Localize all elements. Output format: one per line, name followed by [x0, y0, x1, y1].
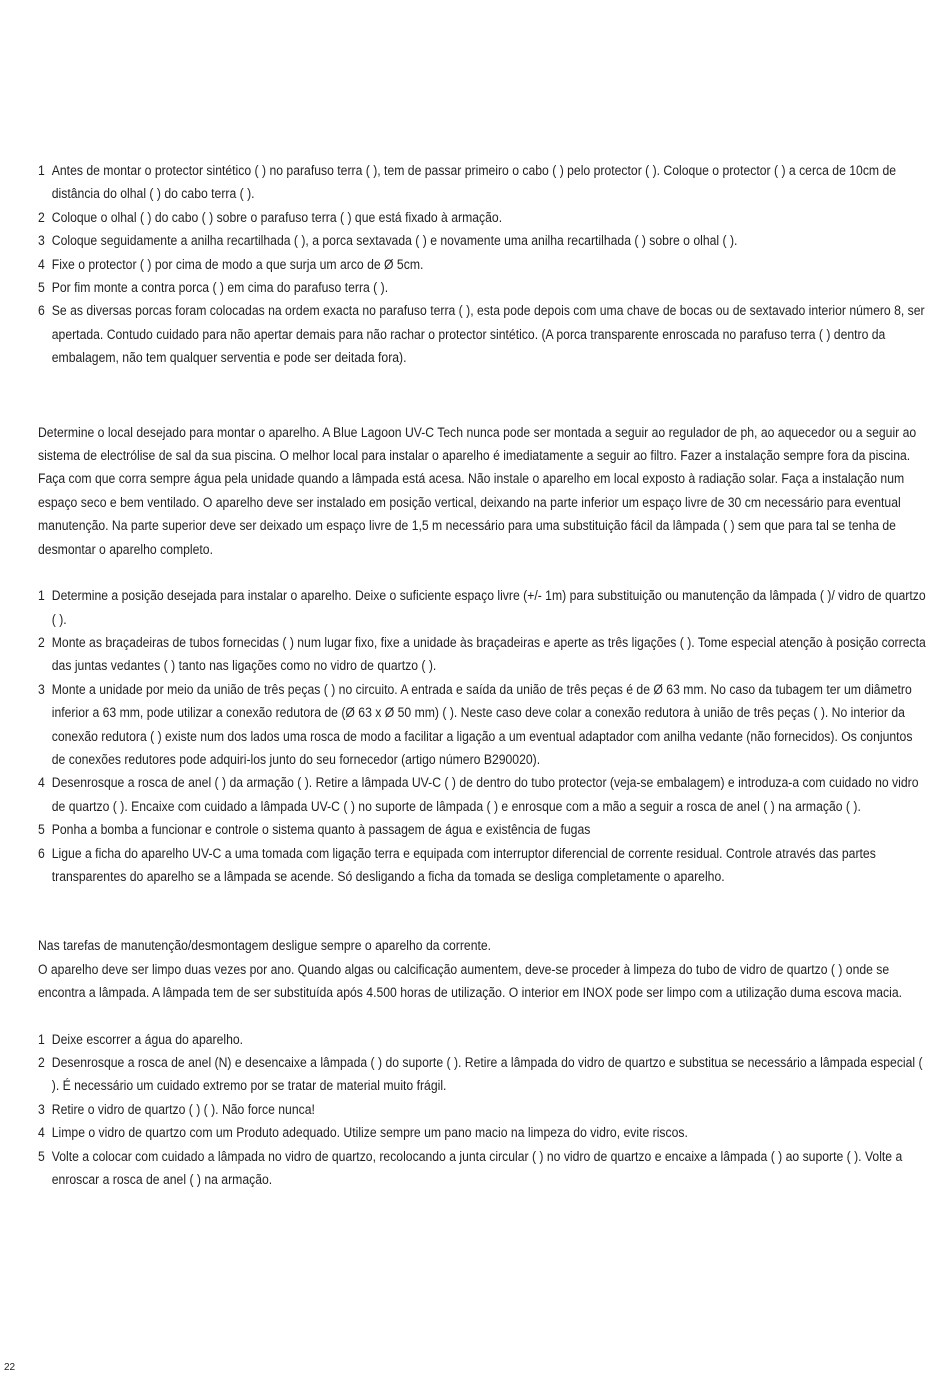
- item-number: 1: [38, 1031, 45, 1048]
- item-number: 4: [38, 1125, 45, 1142]
- item-number: 6: [38, 845, 45, 862]
- item-number: 4: [38, 256, 45, 273]
- list-item: [38, 230, 928, 253]
- list-item: [38, 300, 928, 370]
- maintenance-intro: O aparelho deve ser limpo duas vezes por ano. Quando algas ou calcificação aumentem, deve-se proceder à limpeza do tubo de vidro de quartzo ( ) onde se encontra a lâmpada. A lâmpada tem de ser substituída após 4.500 horas de utilização. O interior em INOX pode ser limpo com a utilização duma escova macia.: [38, 961, 903, 1002]
- installation-list: [38, 585, 928, 889]
- document-body: [38, 160, 928, 1192]
- list-item: [38, 254, 928, 277]
- list-item: [38, 1052, 928, 1099]
- item-text: Antes de montar o protector sintético ( ) no parafuso terra ( ), tem de passar primeiro o cabo ( ) pelo protector ( ). Coloque o protector ( ) a cerca de 10cm de distância do olhal ( ) do cabo terra ( ).: [51, 163, 897, 203]
- item-text: Determine a posição desejada para instalar o aparelho. Deixe o suficiente espaço livre (+/- 1m) para substituição ou manutenção da lâmpada ( )/ vidro de quartzo ( ).: [51, 588, 926, 628]
- item-text: Se as diversas porcas foram colocadas na ordem exacta no parafuso terra ( ), esta pode depois com uma chave de bocas ou de sextavado interior número 8, ser apertada. Contudo cuidado para não apertar demais para não rachar o protector sintético. (A porca transparente enroscada no parafuso terra ( ) dentro da embalagem, não tem qualquer serventia e pode ser deitada fora).: [51, 303, 925, 367]
- item-text: Desenrosque a rosca de anel (N) e desencaixe a lâmpada ( ) do suporte ( ). Retire a lâmpada do vidro de quartzo e substitua se necessário a lâmpada especial ( ). É necessário um cuidado extremo por se tratar de material muito frágil.: [51, 1055, 923, 1095]
- item-number: 2: [38, 634, 45, 651]
- list-item: [38, 679, 928, 773]
- item-number: 2: [38, 1055, 45, 1071]
- item-number: 5: [38, 1148, 45, 1165]
- item-number: 1: [38, 588, 45, 605]
- item-number: 3: [38, 233, 45, 250]
- item-text: Ligue a ficha do aparelho UV-C a uma tomada com ligação terra e equipada com interruptor diferencial de corrente residual. Controle através das partes transparentes do aparelho se a lâmpada se acende. Só desligando a ficha da tomada se desliga completamente o aparelho.: [51, 845, 876, 885]
- item-text: Por fim monte a contra porca ( ) em cima do parafuso terra ( ).: [51, 280, 389, 297]
- item-text: Coloque o olhal ( ) do cabo ( ) sobre o parafuso terra ( ) que está fixado à armação.: [51, 209, 503, 226]
- item-text: Coloque seguidamente a anilha recartilhada ( ), a porca sextavada ( ) e novamente uma anilha recartilhada ( ) sobre o olhal ( ).: [51, 233, 738, 250]
- list-item: [38, 632, 928, 679]
- item-text: Desenrosque a rosca de anel ( ) da armação ( ). Retire a lâmpada UV-C ( ) de dentro do tubo protector (veja-se embalagem) e introduza-a com cuidado no vidro de quartzo ( ). Encaixe com cuidado a lâmpada UV-C ( ) no suporte de lâmpada ( ) e enrosque com a mão a seguir a rosca de anel ( ) na armação ( ).: [51, 775, 919, 815]
- item-text: Monte as braçadeiras de tubos fornecidas ( ) num lugar fixo, fixe a unidade às braçadeiras e aperte as três ligações ( ). Tome especial atenção à posição correcta das juntas vedantes ( ) tanto nas ligações como no vidro de quartzo ( ).: [51, 634, 926, 675]
- item-text: Ponha a bomba a funcionar e controle o sistema quanto à passagem de água e existência de fugas: [51, 822, 591, 839]
- list-item: [38, 207, 928, 230]
- list-item: [38, 1122, 928, 1145]
- list-item: [38, 1029, 928, 1052]
- page-number: 22: [4, 1362, 16, 1373]
- item-number: 5: [38, 822, 45, 839]
- list-item: [38, 772, 928, 819]
- list-item: [38, 819, 928, 842]
- maintenance-list: [38, 1029, 928, 1193]
- item-number: 6: [38, 303, 45, 320]
- item-text: Deixe escorrer a água do aparelho.: [51, 1031, 244, 1048]
- item-number: 3: [38, 681, 45, 698]
- list-item: [38, 1146, 928, 1193]
- item-number: 2: [38, 209, 45, 226]
- item-number: 5: [38, 280, 45, 297]
- item-text: Volte a colocar com cuidado a lâmpada no vidro de quartzo, recolocando a junta circular ( ) no vidro de quartzo e encaixe a lâmpada ( ) ao suporte ( ). Volte a enroscar a rosca de anel ( ) na armação.: [51, 1148, 903, 1189]
- list-item: [38, 277, 928, 300]
- list-item: [38, 1099, 928, 1122]
- list-item: [38, 160, 928, 207]
- item-number: 3: [38, 1101, 45, 1118]
- list-item: [38, 843, 928, 890]
- document-page: [38, 160, 928, 1192]
- item-text: Fixe o protector ( ) por cima de modo a que surja um arco de Ø 5cm.: [51, 256, 424, 273]
- list-item: [38, 585, 928, 632]
- assembly-earth-list: [38, 160, 928, 371]
- item-number: 4: [38, 775, 45, 792]
- item-text: Limpe o vidro de quartzo com um Produto adequado. Utilize sempre um pano macio na limpeza do vidro, evite riscos.: [51, 1125, 688, 1142]
- item-text: Retire o vidro de quartzo ( ) ( ). Não force nunca!: [51, 1101, 315, 1118]
- installation-intro: Determine o local desejado para montar o aparelho. A Blue Lagoon UV-C Tech nunca pode ser montada a seguir ao regulador de ph, ao aquecedor ou a seguir ao sistema de electrólise de sal da sua piscina. O melhor local para instalar o aparelho é imediatamente a seguir ao filtro. Fazer a instalação sempre fora da piscina. Faça com que corra sempre água pela unidade quando a lâmpada está acesa. Não instale o aparelho em local exposto à radiação solar. Faça a instalação num espaço seco e bem ventilado. O aparelho deve ser instalado em posição vertical, deixando na parte inferior um espaço livre de 30 cm necessário para eventual manutenção. Na parte superior deve ser deixado um espaço livre de 1,5 m necessário para uma substituição fácil da lâmpada ( ) sem que para tal se tenha de desmontar o aparelho completo.: [38, 424, 917, 558]
- item-text: Monte a unidade por meio da união de três peças ( ) no circuito. A entrada e saída da união de três peças é de Ø 63 mm. No caso da tubagem ter um diâmetro inferior a 63 mm, pode utilizar a conexão redutora de (Ø 63 x Ø 50 mm) ( ). Neste caso deve colar a conexão redutora à união de três peças ( ). No interior da conexão redutora ( ) existe num dos lados uma rosca de modo a facilitar a ligação a um eventual adaptador com anilha vedante (não fornecidos). Os conjuntos de conexões redutores pode adquiri-los junto do seu fornecedor (artigo número B290020).: [51, 681, 913, 768]
- item-number: 1: [38, 163, 45, 179]
- maintenance-warning: Nas tarefas de manutenção/desmontagem desligue sempre o aparelho da corrente.: [38, 938, 492, 955]
